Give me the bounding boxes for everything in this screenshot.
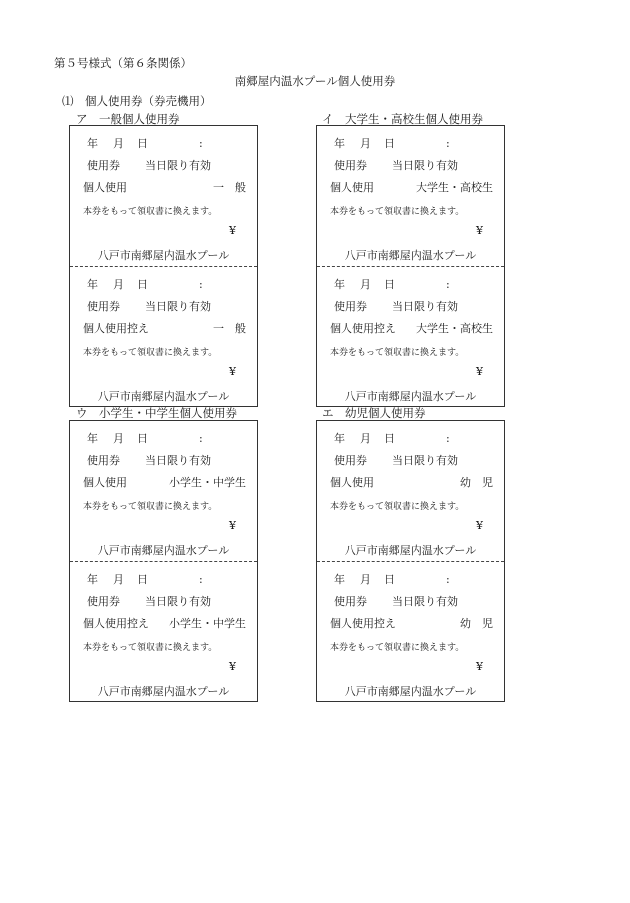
ticket-main bbox=[317, 421, 504, 561]
day-label: 日 bbox=[384, 278, 395, 291]
ticket-label: 使用券 bbox=[334, 159, 367, 172]
usage-type: 個人使用控え bbox=[83, 322, 149, 335]
validity-text: 当日限り有効 bbox=[145, 595, 211, 608]
month-label: 月 bbox=[113, 573, 124, 586]
yen-sign: ¥ bbox=[476, 660, 483, 673]
validity-line bbox=[334, 157, 458, 173]
year-label: 年 bbox=[87, 278, 98, 291]
yen-sign: ¥ bbox=[229, 224, 236, 237]
yen-sign: ¥ bbox=[476, 365, 483, 378]
ticket-stub bbox=[70, 561, 257, 702]
category: 大学生・高校生 bbox=[416, 181, 493, 194]
usage-type-line bbox=[83, 615, 246, 631]
ticket-group-label: エ 幼児個人使用券 bbox=[322, 406, 426, 420]
year-label: 年 bbox=[334, 137, 345, 150]
year-label: 年 bbox=[87, 432, 98, 445]
month-label: 月 bbox=[113, 278, 124, 291]
time-colon: : bbox=[446, 432, 450, 445]
date-line bbox=[87, 135, 203, 151]
time-colon: : bbox=[199, 278, 203, 291]
ticket-box bbox=[69, 420, 258, 702]
usage-type-line bbox=[83, 474, 246, 490]
usage-type: 個人使用 bbox=[330, 476, 374, 489]
date-line bbox=[334, 571, 450, 587]
yen-sign: ¥ bbox=[229, 519, 236, 532]
issuer-name: 八戸市南郷屋内温水プール bbox=[344, 544, 477, 557]
month-label: 月 bbox=[360, 278, 371, 291]
day-label: 日 bbox=[384, 137, 395, 150]
validity-text: 当日限り有効 bbox=[145, 300, 211, 313]
category: 小学生・中学生 bbox=[169, 476, 246, 489]
validity-line bbox=[87, 593, 211, 609]
ticket-group-label: イ 大学生・高校生個人使用券 bbox=[322, 112, 483, 126]
month-label: 月 bbox=[360, 137, 371, 150]
day-label: 日 bbox=[137, 137, 148, 150]
validity-line bbox=[334, 298, 458, 314]
usage-type: 個人使用控え bbox=[330, 617, 396, 630]
receipt-note: 本券をもって領収書に換えます。 bbox=[330, 502, 465, 512]
date-line bbox=[334, 430, 450, 446]
time-colon: : bbox=[199, 573, 203, 586]
yen-sign: ¥ bbox=[229, 660, 236, 673]
category: 幼 児 bbox=[460, 476, 493, 489]
month-label: 月 bbox=[113, 137, 124, 150]
time-colon: : bbox=[199, 137, 203, 150]
validity-text: 当日限り有効 bbox=[145, 454, 211, 467]
ticket-main bbox=[70, 126, 257, 266]
year-label: 年 bbox=[87, 137, 98, 150]
issuer-name: 八戸市南郷屋内温水プール bbox=[344, 390, 477, 403]
usage-type-line bbox=[330, 615, 493, 631]
month-label: 月 bbox=[360, 573, 371, 586]
date-line bbox=[334, 276, 450, 292]
validity-text: 当日限り有効 bbox=[392, 159, 458, 172]
usage-type: 個人使用 bbox=[83, 181, 127, 194]
ticket-box bbox=[69, 125, 258, 407]
yen-sign: ¥ bbox=[476, 519, 483, 532]
ticket-label: 使用券 bbox=[334, 595, 367, 608]
date-line bbox=[87, 571, 203, 587]
time-colon: : bbox=[446, 573, 450, 586]
yen-sign: ¥ bbox=[476, 224, 483, 237]
receipt-note: 本券をもって領収書に換えます。 bbox=[330, 348, 465, 358]
receipt-note: 本券をもって領収書に換えます。 bbox=[83, 207, 218, 217]
receipt-note: 本券をもって領収書に換えます。 bbox=[83, 348, 218, 358]
day-label: 日 bbox=[137, 573, 148, 586]
time-colon: : bbox=[446, 278, 450, 291]
time-colon: : bbox=[446, 137, 450, 150]
ticket-group-label: ア 一般個人使用券 bbox=[76, 112, 180, 126]
validity-line bbox=[87, 157, 211, 173]
usage-type: 個人使用控え bbox=[83, 617, 149, 630]
section-heading: ⑴ 個人使用券（券売機用） bbox=[62, 94, 212, 108]
validity-text: 当日限り有効 bbox=[392, 595, 458, 608]
issuer-name: 八戸市南郷屋内温水プール bbox=[344, 249, 477, 262]
category: 幼 児 bbox=[460, 617, 493, 630]
validity-text: 当日限り有効 bbox=[145, 159, 211, 172]
year-label: 年 bbox=[87, 573, 98, 586]
receipt-note: 本券をもって領収書に換えます。 bbox=[83, 502, 218, 512]
usage-type-line bbox=[83, 179, 246, 195]
validity-line bbox=[87, 298, 211, 314]
ticket-stub bbox=[317, 561, 504, 702]
ticket-stub bbox=[70, 266, 257, 407]
ticket-label: 使用券 bbox=[334, 300, 367, 313]
date-line bbox=[334, 135, 450, 151]
ticket-label: 使用券 bbox=[87, 300, 120, 313]
ticket-label: 使用券 bbox=[87, 159, 120, 172]
validity-line bbox=[334, 593, 458, 609]
issuer-name: 八戸市南郷屋内温水プール bbox=[97, 249, 230, 262]
form-number: 第５号様式（第６条関係） bbox=[54, 56, 192, 70]
month-label: 月 bbox=[113, 432, 124, 445]
day-label: 日 bbox=[137, 278, 148, 291]
validity-text: 当日限り有効 bbox=[392, 454, 458, 467]
day-label: 日 bbox=[137, 432, 148, 445]
usage-type: 個人使用控え bbox=[330, 322, 396, 335]
category: 小学生・中学生 bbox=[169, 617, 246, 630]
ticket-box bbox=[316, 420, 505, 702]
ticket-label: 使用券 bbox=[87, 454, 120, 467]
ticket-label: 使用券 bbox=[87, 595, 120, 608]
issuer-name: 八戸市南郷屋内温水プール bbox=[97, 390, 230, 403]
issuer-name: 八戸市南郷屋内温水プール bbox=[344, 685, 477, 698]
day-label: 日 bbox=[384, 432, 395, 445]
usage-type-line bbox=[330, 474, 493, 490]
issuer-name: 八戸市南郷屋内温水プール bbox=[97, 685, 230, 698]
yen-sign: ¥ bbox=[229, 365, 236, 378]
ticket-label: 使用券 bbox=[334, 454, 367, 467]
date-line bbox=[87, 276, 203, 292]
ticket-main bbox=[317, 126, 504, 266]
validity-line bbox=[87, 452, 211, 468]
receipt-note: 本券をもって領収書に換えます。 bbox=[330, 643, 465, 653]
usage-type: 個人使用 bbox=[83, 476, 127, 489]
receipt-note: 本券をもって領収書に換えます。 bbox=[83, 643, 218, 653]
ticket-box bbox=[316, 125, 505, 407]
ticket-main bbox=[70, 421, 257, 561]
document-title: 南郷屋内温水プール個人使用券 bbox=[234, 74, 396, 88]
category: 大学生・高校生 bbox=[416, 322, 493, 335]
ticket-group-label: ウ 小学生・中学生個人使用券 bbox=[76, 406, 237, 420]
time-colon: : bbox=[199, 432, 203, 445]
issuer-name: 八戸市南郷屋内温水プール bbox=[97, 544, 230, 557]
validity-line bbox=[334, 452, 458, 468]
month-label: 月 bbox=[360, 432, 371, 445]
day-label: 日 bbox=[384, 573, 395, 586]
year-label: 年 bbox=[334, 278, 345, 291]
usage-type-line bbox=[330, 179, 493, 195]
receipt-note: 本券をもって領収書に換えます。 bbox=[330, 207, 465, 217]
year-label: 年 bbox=[334, 432, 345, 445]
validity-text: 当日限り有効 bbox=[392, 300, 458, 313]
category: 一 般 bbox=[213, 181, 246, 194]
date-line bbox=[87, 430, 203, 446]
usage-type-line bbox=[330, 320, 493, 336]
ticket-stub bbox=[317, 266, 504, 407]
usage-type-line bbox=[83, 320, 246, 336]
year-label: 年 bbox=[334, 573, 345, 586]
category: 一 般 bbox=[213, 322, 246, 335]
usage-type: 個人使用 bbox=[330, 181, 374, 194]
